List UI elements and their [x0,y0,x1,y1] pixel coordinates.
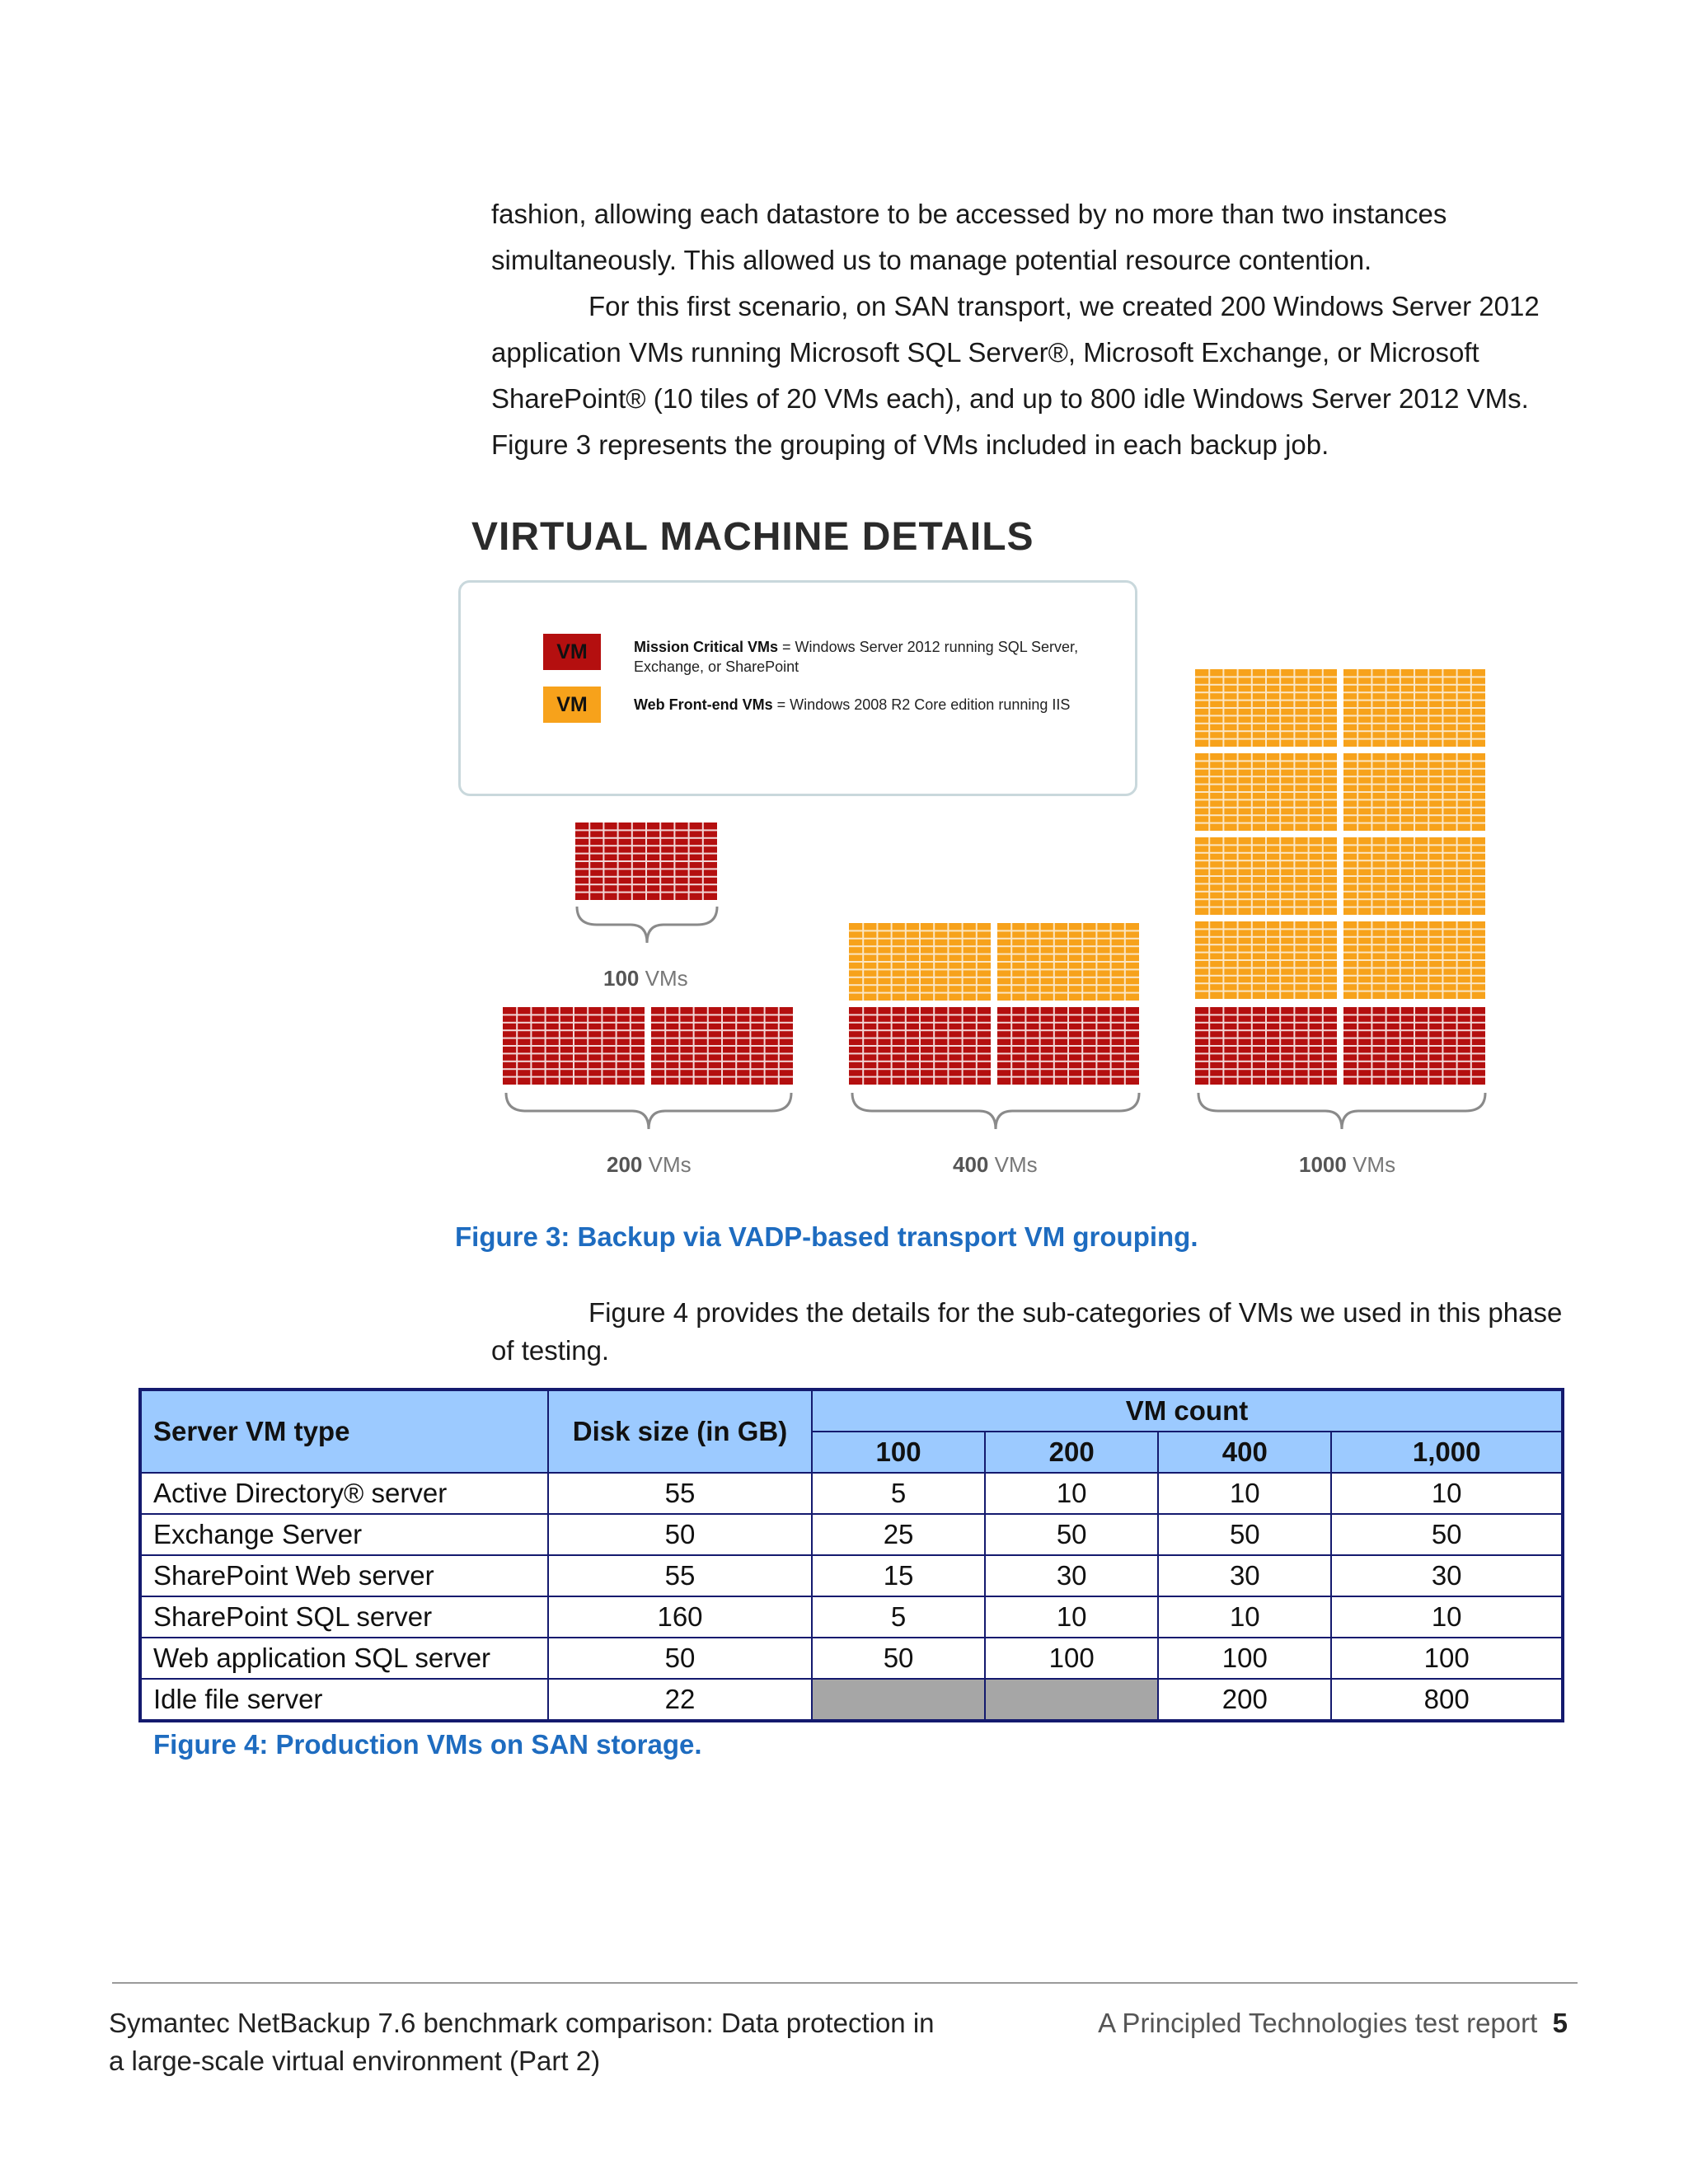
footer-report-label [1098,2004,1568,2042]
vm-tile-web-front-end [1195,753,1337,831]
footer-title-line-2: a large-scale virtual environment (Part 2) [109,2046,601,2076]
vm-tile-mission-critical [1343,1007,1485,1085]
table-row [140,1514,1563,1555]
cell-count-200-empty [985,1679,1158,1721]
table-row [140,1473,1563,1514]
vm-tile-mission-critical [503,1007,645,1085]
header-count-200: 200 [985,1432,1158,1473]
vm-tile-mission-critical [1195,1007,1337,1085]
vm-tile-web-front-end [1343,837,1485,915]
cell-count-1000: 10 [1331,1596,1563,1638]
vm-tile-mission-critical [849,1007,991,1085]
vm-tile-mission-critical [651,1007,793,1085]
mission-critical-title: Mission Critical VMs [634,639,779,655]
vm-tile-web-front-end [1195,669,1337,747]
intro-line-1: fashion, allowing each datastore to be accessed by no more than two instances [491,199,1447,229]
brace-1000-vms [1198,1093,1485,1129]
footer-publisher: A Principled Technologies test report [1098,2008,1538,2038]
cell-type: SharePoint SQL server [140,1596,548,1638]
cell-disk: 55 [548,1555,812,1596]
cell-disk: 55 [548,1473,812,1514]
cell-disk: 22 [548,1679,812,1721]
brace-200-vms [506,1093,791,1129]
cell-count-1000: 100 [1331,1638,1563,1679]
footer-divider [112,1982,1578,1984]
web-front-end-title: Web Front-end VMs [634,696,773,713]
header-count-1000: 1,000 [1331,1432,1563,1473]
cell-type: Idle file server [140,1679,548,1721]
group-label-100: 100 VMs [603,966,688,991]
table-row [140,1596,1563,1638]
table-row [140,1679,1563,1721]
header-count-100: 100 [812,1432,985,1473]
cell-type: Web application SQL server [140,1638,548,1679]
web-front-end-swatch: VM [543,687,601,723]
cell-count-100-empty [812,1679,985,1721]
cell-count-100: 25 [812,1514,985,1555]
header-count-400: 400 [1158,1432,1331,1473]
header-server-vm-type: Server VM type [140,1390,548,1473]
legend-box [458,580,1137,796]
cell-count-400: 10 [1158,1473,1331,1514]
cell-count-1000: 50 [1331,1514,1563,1555]
vm-tile-web-front-end [1343,921,1485,999]
web-front-end-legend-text [634,695,1095,715]
cell-count-400: 100 [1158,1638,1331,1679]
header-vm-count: VM count [812,1390,1563,1432]
web-front-end-desc: = Windows 2008 R2 Core edition running IIS [772,696,1071,713]
cell-count-1000: 30 [1331,1555,1563,1596]
vm-tile-mission-critical [575,823,717,900]
cell-count-200: 100 [985,1638,1158,1679]
cell-count-400: 30 [1158,1555,1331,1596]
group-label-200: 200 VMs [607,1152,692,1177]
cell-count-1000: 800 [1331,1679,1563,1721]
brace-100-vms [577,907,717,943]
brace-400-vms [852,1093,1139,1129]
cell-disk: 160 [548,1596,812,1638]
intro-text [491,191,1579,468]
cell-count-100: 5 [812,1473,985,1514]
cell-count-100: 15 [812,1555,985,1596]
figure-3-vm-details [445,494,1517,1220]
cell-count-400: 10 [1158,1596,1331,1638]
vm-table [138,1388,1564,1722]
cell-type: SharePoint Web server [140,1555,548,1596]
cell-type: Active Directory® server [140,1473,548,1514]
cell-count-200: 10 [985,1473,1158,1514]
vm-tile-web-front-end [1343,669,1485,747]
mission-critical-desc: = Windows Server 2012 running SQL Server, Exchange, or SharePoint [634,639,1079,675]
table-row [140,1638,1563,1679]
intro-paragraph-2: For this first scenario, on SAN transport, we created 200 Windows Server 2012 application VMs running Microsoft SQL Server®, Microsoft Exchange, or Microsoft SharePoint® (10 tiles of 20 VMs each), and up to 800 idle Windows Server 2012 VMs. Figure 3 represents the grouping of VMs included in each backup job. [491,291,1540,460]
page-number: 5 [1552,2008,1568,2038]
figure-4-intro-text: Figure 4 provides the details for the sub-categories of VMs we used in this phase of testing. [491,1297,1563,1366]
cell-count-1000: 10 [1331,1473,1563,1514]
figure-3-caption: Figure 3: Backup via VADP-based transport VM grouping. [455,1221,1198,1252]
cell-count-200: 30 [985,1555,1158,1596]
cell-count-200: 10 [985,1596,1158,1638]
vm-tile-web-front-end [1195,837,1337,915]
group-label-1000: 1000 VMs [1299,1152,1396,1177]
cell-type: Exchange Server [140,1514,548,1555]
cell-count-200: 50 [985,1514,1158,1555]
vm-tile-mission-critical [997,1007,1139,1085]
header-disk-size: Disk size (in GB) [548,1390,812,1473]
cell-count-400: 50 [1158,1514,1331,1555]
cell-count-100: 50 [812,1638,985,1679]
vm-tile-web-front-end [997,923,1139,1001]
vm-tile-web-front-end [1343,753,1485,831]
cell-count-100: 5 [812,1596,985,1638]
intro-line-2: simultaneously. This allowed us to manage potential resource contention. [491,245,1372,275]
group-label-400: 400 VMs [953,1152,1038,1177]
footer-title-line-1: Symantec NetBackup 7.6 benchmark comparison: Data protection in [109,2008,935,2038]
mission-critical-swatch: VM [543,634,601,670]
paragraph-figure-4-intro [491,1294,1581,1370]
table-row [140,1555,1563,1596]
figure-4-caption: Figure 4: Production VMs on SAN storage. [153,1729,702,1760]
vm-tile-web-front-end [849,923,991,1001]
figure-3-title: VIRTUAL MACHINE DETAILS [471,515,1034,559]
cell-count-400: 200 [1158,1679,1331,1721]
cell-disk: 50 [548,1638,812,1679]
mission-critical-legend-text [634,637,1095,677]
footer-report-title [109,2004,966,2080]
vm-tile-web-front-end [1195,921,1337,999]
cell-disk: 50 [548,1514,812,1555]
